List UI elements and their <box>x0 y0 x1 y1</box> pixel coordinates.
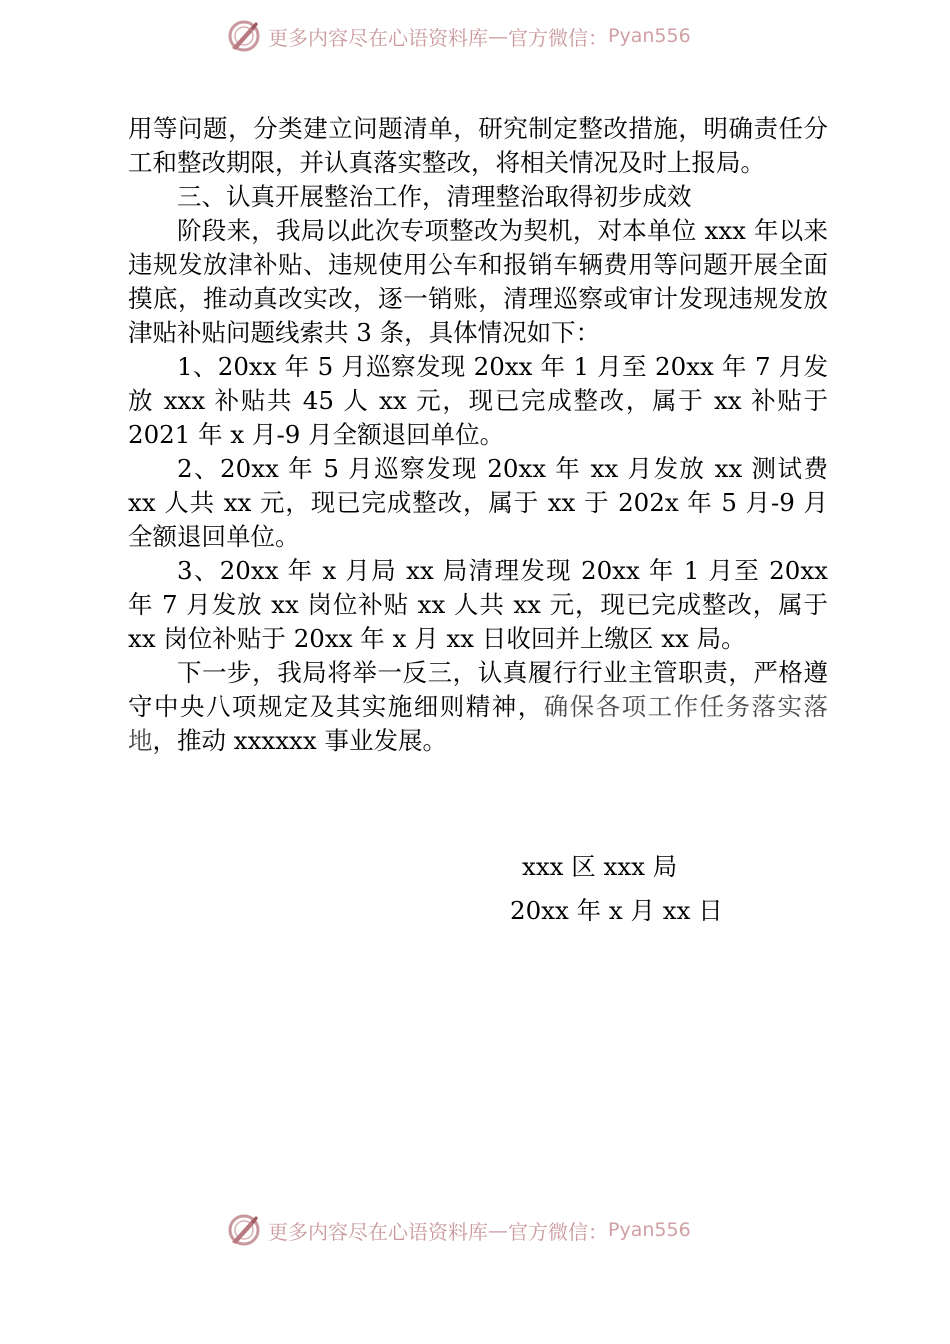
next-steps-part-c: ，推动 xxxxxx 事业发展。 <box>152 726 447 755</box>
list-item-2: 2、20xx 年 5 月巡察发现 20xx 年 xx 月发放 xx 测试费 xx 人共 xx 元，现已完成整改，属于 xx 于 202x 年 5 月-9 月全额退回单位。 <box>128 454 828 551</box>
watermark-label: 官方微信： <box>508 25 608 50</box>
pen-circle-icon <box>226 18 262 54</box>
watermark-dash: — <box>488 24 508 48</box>
next-steps-part-a: 下一步，我局将举一反三，认真履行行业主管职责，严格遵守中央八项规定及其实施细则精神， <box>128 658 828 721</box>
list-item-1: 1、20xx 年 5 月巡察发现 20xx 年 1 月至 20xx 年 7 月发放 xxx 补贴共 45 人 xx 元，现已完成整改，属于 xx 补贴于 2021 年 x 月-9 月全额退回单位。 <box>128 352 828 449</box>
watermark-text: 更多内容尽在心语资料库 <box>268 25 488 50</box>
list-item-3: 3、20xx 年 x 月局 xx 局清理发现 20xx 年 1 月至 20xx 年 7 月发放 xx 岗位补贴 xx 人共 xx 元，现已完成整改，属于 xx 岗位补贴于 20xx 年 x 月 xx 日收回并上缴区 xx 局。 <box>128 556 828 653</box>
next-steps-part-b: 确保各项工作任务落实落地 <box>128 692 829 755</box>
document-body <box>128 112 828 758</box>
signature-date: 20xx 年 x 月 xx 日 <box>510 896 723 925</box>
paragraph-next-steps <box>128 656 828 758</box>
watermark-footer <box>226 1210 691 1250</box>
watermark-dash: — <box>488 1218 508 1242</box>
watermark-id: Pyan556 <box>608 1219 691 1241</box>
watermark-label: 官方微信： <box>508 1219 608 1244</box>
watermark-id: Pyan556 <box>608 25 691 47</box>
paragraph-continued: 用等问题，分类建立问题清单，研究制定整改措施，明确责任分工和整改期限，并认真落实整改，将相关情况及时上报局。 <box>128 114 828 177</box>
section-heading-3: 三、认真开展整治工作，清理整治取得初步成效 <box>177 182 692 211</box>
pen-circle-icon <box>226 1212 262 1248</box>
watermark-header <box>226 16 691 56</box>
signature-organization: xxx 区 xxx 局 <box>522 852 678 881</box>
paragraph-overview: 阶段来，我局以此次专项整改为契机，对本单位 xxx 年以来违规发放津补贴、违规使用公车和报销车辆费用等问题开展全面摸底，推动真改实改，逐一销账，清理巡察或审计发现违规发放津贴补贴问题线索共 3 条，具体情况如下： <box>128 216 828 347</box>
watermark-text: 更多内容尽在心语资料库 <box>268 1219 488 1244</box>
